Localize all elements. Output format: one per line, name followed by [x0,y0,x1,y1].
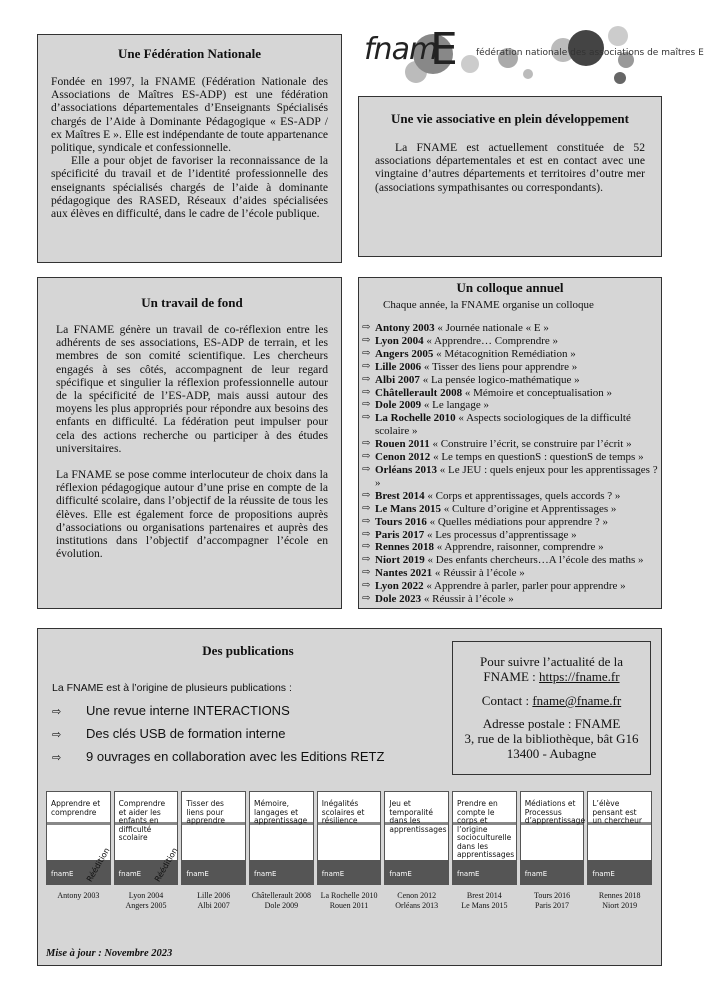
arrow-right-icon: ⇨ [362,334,371,346]
colloque-item [361,580,659,593]
federation-title: Une Fédération Nationale [118,46,261,61]
book-caption [384,891,449,911]
travail-box [37,277,342,609]
colloque-place: Orléans 2013 [375,463,438,476]
colloque-theme: « Apprendre, raisonner, comprendre » [433,541,604,554]
arrow-right-icon: ⇨ [362,580,371,592]
colloque-item [361,387,659,400]
colloque-theme: « Aspects sociologiques de la difficulté scolaire » [375,412,631,438]
arrow-right-icon: ⇨ [362,386,371,398]
book-cover [520,791,585,885]
book-caption [114,891,179,911]
colloque-theme: « Les processus d’apprentissage » [424,528,577,541]
caption-line: Le Mans 2015 [461,901,508,910]
book-cover [249,791,314,885]
colloque-item [361,374,659,387]
caption-line: Rennes 2018 [598,891,641,900]
colloque-item [361,490,659,503]
caption-line: Antony 2003 [57,891,100,900]
book-title: Prendre en compte le corps et l’origine socioculturelle dans les apprentissages [457,799,515,859]
colloque-theme: « Réussir à l’école » [432,567,525,580]
logo-word: fnam [364,32,438,67]
colloque-place: Lyon 2022 [375,580,424,593]
colloque-theme: « Construire l’écrit, se construire par l’écrit » [429,438,632,451]
colloque-place: Rennes 2018 [375,541,434,554]
colloque-place: Paris 2017 [375,528,425,541]
colloque-intro: Chaque année, la FNAME organise un colloque [383,299,594,311]
colloque-place: Cenon 2012 [375,451,431,464]
book-cover [114,791,179,885]
book-title: Inégalités scolaires et résilience [321,799,365,825]
colloque-theme: « Le langage » [421,399,489,412]
colloque-theme: « Réussir à l’école » [421,593,514,606]
colloque-theme: « Des enfants chercheurs…A l’école des maths » [424,554,644,567]
travail-p1: La FNAME génère un travail de co-réflexion entre les adhérents de ses associations, ES-ADP de terrain, et les membres de son comité scientifique. Les chercheurs engagés à ses côtés, accompagnent de leur regard spécifique et singulier la réflexion professionnelle autour de la spécificité de l’ES-ADP, mais aussi autour des moyens les plus appropriés pour répondre aux besoins des enfants en difficulté. La fédération peut impulser pour cela des actions recherche ou participer à des études universitaires. [56,323,328,455]
travail-title: Un travail de fond [141,295,243,310]
logo-letter: E [430,24,458,75]
colloque-place: La Rochelle 2010 [375,412,456,425]
arrow-right-icon: ⇨ [362,347,371,359]
federation-box [37,34,342,263]
colloque-place: Lille 2006 [375,360,422,373]
arrow-right-icon: ⇨ [362,463,371,475]
colloque-theme: « Quelles médiations pour apprendre ? » [426,515,608,528]
arrow-right-icon: ⇨ [362,593,371,605]
colloque-item [361,554,659,567]
publications-intro: La FNAME est à l’origine de plusieurs publications : [52,682,292,694]
address-street: 3, rue de la bibliothèque, bât G16 [464,731,639,746]
arrow-right-icon: ⇨ [362,567,371,579]
caption-line: Cenon 2012 [397,891,437,900]
caption-line: Tours 2016 [533,891,571,900]
arrow-right-icon: ⇨ [362,515,371,527]
colloque-item [361,529,659,542]
website-link[interactable]: https://fname.fr [539,669,620,684]
cover-logo: fnamE [118,870,142,878]
colloque-theme: « Le temps en questionS : questionS de temps » [430,451,644,464]
colloque-item [361,348,659,361]
arrow-right-icon: ⇨ [362,360,371,372]
caption-line: La Rochelle 2010 [320,891,378,900]
arrow-right-icon: ⇨ [52,706,62,718]
publication-item [52,726,285,741]
book-cover [317,791,382,885]
colloque-place: Albi 2007 [375,373,420,386]
colloque-item [361,516,659,529]
caption-line: Châtellerault 2008 [251,891,312,900]
arrow-right-icon: ⇨ [362,489,371,501]
cover-logo: fnamE [457,870,480,878]
colloque-title: Un colloque annuel [456,280,564,295]
colloque-item [361,541,659,554]
arrow-right-icon: ⇨ [52,752,62,764]
colloque-place: Rouen 2011 [375,438,430,451]
vie-box [358,96,662,257]
email-link[interactable]: fname@fname.fr [532,693,622,708]
vie-title: Une vie associative en plein développement [391,111,629,126]
book-caption [249,891,314,911]
colloque-place: Brest 2014 [375,489,425,502]
book-title: Jeu et temporalité dans les apprentissages [389,799,447,834]
colloque-place: Nantes 2021 [375,567,433,580]
reedition-label: Réédition [152,846,180,884]
colloque-place: Niort 2019 [375,554,425,567]
contact-line2-prefix: FNAME : [483,669,540,684]
arrow-right-icon: ⇨ [52,729,62,741]
travail-p2: La FNAME se pose comme interlocuteur de choix dans la réflexion pédagogique autour d’une prise en compte de la difficulté scolaire, dans l’objectif de la réussite de tous les élèves. Elle est également force de propositions auprès d’associations ou organisations partenaires et auprès des institutions dans l’objectif d’accompagner l’école en évolution. [56,468,328,561]
colloque-place: Angers 2005 [375,347,434,360]
colloque-theme: « Mémoire et conceptualisation » [462,386,613,399]
cover-logo: fnamE [254,870,277,878]
colloque-place: Tours 2016 [375,515,427,528]
arrow-right-icon: ⇨ [362,438,371,450]
cover-logo: fnamE [186,870,209,878]
book-cover [587,791,652,885]
publications-title: Des publications [202,643,294,658]
book-cover [181,791,246,885]
cover-logo: fnamE [51,870,74,878]
colloque-item [361,451,659,464]
federation-p2: Elle a pour objet de favoriser la reconnaissance de la spécificité du travail et de l’identité professionnelle des enseignants spécialisés chargés de l’aide à dominante pédagogique des RASED, Réseaux d’aides spécialisées aux élèves en difficulté, dans le cadre de l’école publique. [51,154,328,221]
cover-logo: fnamE [389,870,412,878]
publication-label: 9 ouvrages en collaboration avec les Editions RETZ [86,749,385,764]
colloque-theme: « Tisser des liens pour apprendre » [421,360,578,373]
vie-p1: La FNAME est actuellement constituée de 52 associations départementales et est en contact avec une vingtaine d’autres départements et territoires d’outre mer (associations sympathisantes ou correspondants). [375,141,645,194]
colloque-item [361,322,659,335]
colloque-place: Dole 2009 [375,399,422,412]
colloque-item [361,399,659,412]
book-title: Tisser des liens pour apprendre [186,799,226,825]
federation-p1: Fondée en 1997, la FNAME (Fédération Nationale des Associations de Maîtres ES-ADP) est une fédération d’associations départementales d’Enseignants Spécialisés chargés de l’Aide à Dominante Pédagogique « ES-ADP / ex Maîtres E ». Elle est indépendante de toute appartenance politique, syndicale et confessionnelle. [51,75,328,155]
colloque-item [361,361,659,374]
colloque-theme: « Journée nationale « E » [434,322,549,334]
caption-line: Angers 2005 [125,901,167,910]
book-title: Mémoire, langages et apprentissage [254,799,308,825]
reedition-label: Réédition [84,846,112,884]
caption-line: Orléans 2013 [395,901,439,910]
book-caption [181,891,246,911]
book-title: Comprendre et aider les enfants en difficulté scolaire [118,799,166,842]
publication-label: Des clés USB de formation interne [86,726,286,741]
colloque-box [358,277,662,609]
cover-band [47,822,110,825]
book-caption [452,891,517,911]
colloque-theme: « Corps et apprentissages, quels accords ? » [424,489,621,502]
caption-line: Lille 2006 [197,891,231,900]
cover-logo: fnamE [524,870,548,878]
publication-item [52,703,290,718]
book-caption [520,891,585,911]
book-caption [587,891,652,911]
colloque-item [361,335,659,348]
colloque-item [361,464,659,490]
caption-line: Brest 2014 [466,891,502,900]
colloque-place: Le Mans 2015 [375,502,441,515]
book-caption [317,891,382,911]
book-title: L’élève pensant est un chercheur [592,799,643,825]
colloque-theme: « Métacognition Remédiation » [433,347,576,360]
book-title: Médiations et Processus d’apprentissage [524,799,586,825]
contact-line2 [453,669,650,684]
caption-line: Lyon 2004 [128,891,164,900]
cover-logo: fnamE [321,870,345,878]
book-caption [46,891,111,911]
contact-line1: Pour suivre l’actualité de la [480,654,623,669]
arrow-right-icon: ⇨ [362,399,371,411]
book-title: Apprendre et comprendre [51,799,101,817]
arrow-right-icon: ⇨ [362,502,371,514]
caption-line: Niort 2019 [602,901,638,910]
colloque-list [361,322,659,606]
colloque-item [361,503,659,516]
arrow-right-icon: ⇨ [362,541,371,553]
book-cover [452,791,517,885]
arrow-right-icon: ⇨ [362,322,371,333]
colloque-place: Châtellerault 2008 [375,386,463,399]
colloque-place: Lyon 2004 [375,334,424,347]
colloque-theme: « Apprendre à parler, parler pour apprendre » [423,580,626,593]
colloque-theme: « Apprendre… Comprendre » [423,334,559,347]
caption-line: Paris 2017 [535,901,570,910]
book-covers [46,791,652,885]
colloque-place: Dole 2023 [375,593,422,606]
address-city: 13400 - Aubagne [506,746,597,761]
colloque-item [361,438,659,451]
logo-subtitle: fédération nationale des associations de maîtres E [476,48,704,58]
colloque-theme: « Culture d’origine et Apprentissages » [441,502,617,515]
arrow-right-icon: ⇨ [362,373,371,385]
arrow-right-icon: ⇨ [362,554,371,566]
contact-prefix: Contact : [481,693,533,708]
book-captions [46,891,652,911]
colloque-theme: « Le JEU : quels enjeux pour les apprentissages ? » [375,463,658,489]
arrow-right-icon: ⇨ [362,451,371,463]
colloque-theme: « La pensée logico-mathématique » [419,373,580,386]
book-cover [46,791,111,885]
colloque-place: Antony 2003 [375,322,435,334]
update-footer: Mise à jour : Novembre 2023 [46,948,173,959]
colloque-item [361,412,659,438]
fname-logo [358,24,704,84]
caption-line: Rouen 2011 [329,901,369,910]
caption-line: Dole 2009 [264,901,299,910]
colloque-item [361,567,659,580]
publication-label: Une revue interne INTERACTIONS [86,703,290,718]
arrow-right-icon: ⇨ [362,412,371,424]
caption-line: Albi 2007 [197,901,230,910]
contact-email-line [453,693,650,708]
cover-logo: fnamE [592,870,615,878]
publication-item [52,749,384,764]
book-cover [384,791,449,885]
address-label: Adresse postale : FNAME [482,716,621,731]
contact-box [452,641,651,775]
arrow-right-icon: ⇨ [362,528,371,540]
colloque-item [361,593,659,606]
